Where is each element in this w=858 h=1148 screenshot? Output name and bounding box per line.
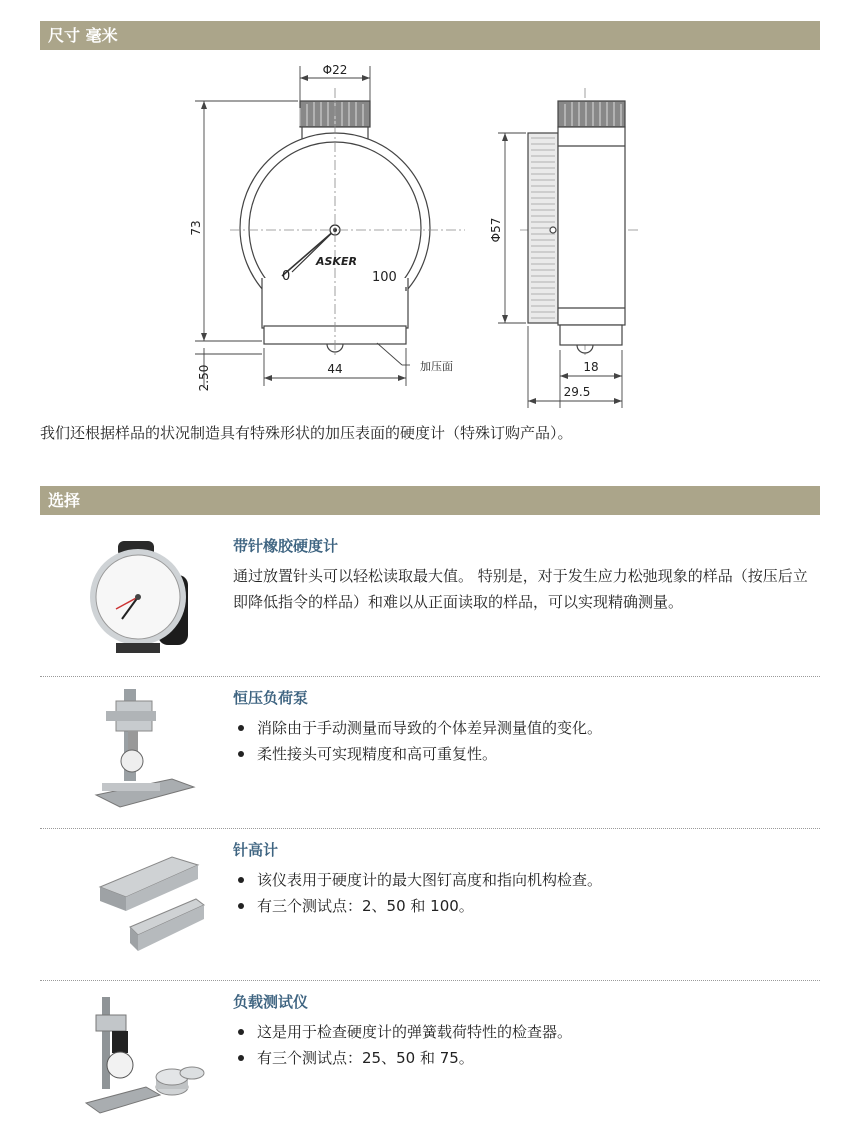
special-order-note: 我们还根据样品的状况制造具有特殊形状的加压表面的硬度计（特殊订购产品）。 [40, 424, 573, 442]
dim-250: 2.50 [197, 364, 211, 392]
dimension-drawing [180, 58, 650, 408]
option-item-pin-height-gauge [40, 839, 820, 969]
dim-44: 44 [327, 362, 343, 376]
pin-height-gauge-image [76, 839, 206, 967]
bullet-item: 柔性接头可实现精度和高可重复性。 [233, 741, 602, 767]
item-bullet-list [233, 1019, 572, 1071]
item-title: 针高计 [233, 841, 279, 859]
options-section-header: 选择 [40, 486, 820, 515]
constant-load-stand-image [76, 687, 206, 815]
brand-logo: ASKER [316, 255, 357, 268]
item-bullet-list [233, 867, 602, 919]
bullet-item: 该仪表用于硬度计的最大图钉高度和指向机构检查。 [233, 867, 602, 893]
side-body [558, 127, 625, 325]
load-tester-image [76, 991, 206, 1119]
item-title: 负载测试仪 [233, 993, 309, 1011]
divider [40, 980, 820, 981]
dim-phi57: Φ57 [489, 217, 503, 243]
option-item-peak-hold-gauge [40, 535, 820, 665]
side-knob [558, 101, 625, 127]
label-pressure-face: 加压面 [420, 360, 453, 373]
dim-73: 73 [189, 220, 203, 236]
bullet-item: 消除由于手动测量而导致的个体差异测量值的变化。 [233, 715, 602, 741]
divider [40, 676, 820, 677]
item-title: 带针橡胶硬度计 [233, 537, 339, 555]
side-base [560, 325, 622, 345]
bullet-item: 有三个测试点：2、50 和 100。 [233, 893, 602, 919]
dimensions-section-header: 尺寸 毫米 [40, 21, 820, 50]
item-title: 恒压负荷泵 [233, 689, 309, 707]
dim-295: 29.5 [563, 385, 591, 399]
option-item-constant-load-stand [40, 687, 820, 817]
divider [40, 828, 820, 829]
item-description: 通过放置针头可以轻松读取最大值。 特别是，对于发生应力松弛现象的样品（按压后立即降低指令的样品）和难以从正面读取的样品，可以实现精确测量。 [233, 567, 808, 611]
bullet-item: 有三个测试点：25、50 和 75。 [233, 1045, 572, 1071]
item-bullet-list [233, 715, 602, 767]
dial-hundred: 100 [372, 270, 397, 285]
dial-zero: 0 [282, 269, 291, 284]
bullet-item: 这是用于检查硬度计的弹簧载荷特性的检查器。 [233, 1019, 572, 1045]
option-item-load-tester [40, 991, 820, 1121]
peak-hold-gauge-image [76, 535, 206, 663]
dim-18: 18 [583, 360, 599, 374]
dim-phi22: Φ22 [322, 63, 348, 77]
